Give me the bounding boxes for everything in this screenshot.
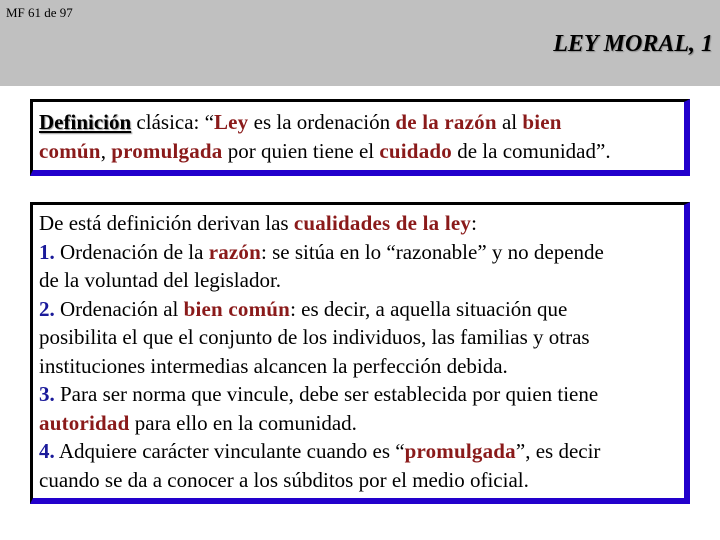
keyword-promulgada-2: promulgada [404, 439, 516, 463]
keyword-cuidado: cuidado [379, 138, 452, 163]
definition-text: , [100, 138, 112, 163]
quality-2-line-1 [39, 295, 678, 324]
keyword-autoridad: autoridad [39, 410, 130, 435]
quality-2-line-3: instituciones intermedias alcancen la perfección debida. [39, 353, 508, 378]
intro-text: : [471, 211, 477, 235]
quality-1-line-2: de la voluntad del legislador. [39, 268, 282, 292]
definition-line-2 [39, 137, 678, 166]
quality-2-line-2: posibilita el que el conjunto de los individuos, las familias y otras [39, 325, 590, 349]
quality-4-line-1 [39, 437, 678, 466]
slide-title: LEY MORAL, 1 [553, 31, 713, 57]
definition-term: Definición [39, 110, 132, 134]
keyword-ley: Ley [213, 110, 249, 134]
quality-text: Para ser norma que vincule, debe ser establecida por quien tiene [54, 382, 599, 406]
definition-text: clásica: “ [131, 110, 214, 134]
quality-text: : se sitúa en lo “razonable” y no depende [261, 239, 604, 264]
keyword-cualidades: cualidades de la ley [293, 211, 472, 235]
keyword-bien: bien [522, 110, 562, 134]
quality-text: Ordenación al [54, 296, 184, 321]
keyword-promulgada: promulgada [111, 138, 223, 163]
keyword-comun: común [39, 138, 101, 163]
quality-3-line-1 [39, 380, 678, 409]
quality-4-line-2: cuando se da a conocer a los súbditos por el medio oficial. [39, 467, 529, 492]
list-number: 2. [39, 296, 55, 321]
intro-text: De está definición derivan las [39, 211, 294, 235]
list-number: 4. [39, 439, 55, 463]
quality-text: Ordenación de la [54, 239, 209, 264]
quality-text: para ello en la comunidad. [129, 410, 357, 435]
keyword-de-la-razon: de la razón [395, 110, 497, 134]
quality-text: ”, es decir [515, 439, 601, 463]
quality-1-line-1 [39, 238, 678, 267]
definition-line-1 [39, 108, 678, 137]
definition-text: es la ordenación [248, 110, 396, 134]
keyword-bien-comun: bien común [183, 296, 291, 321]
definition-text: de la comunidad”. [451, 138, 611, 163]
list-number: 1. [39, 239, 55, 264]
definition-text: al [496, 110, 523, 134]
slide-counter: MF 61 de 97 [6, 5, 73, 20]
qualities-intro [39, 209, 678, 238]
quality-3-line-2 [39, 409, 678, 438]
definition-text: por quien tiene el [222, 138, 380, 163]
list-number: 3. [39, 382, 55, 406]
qualities-box [30, 202, 690, 504]
quality-text: : es decir, a aquella situación que [290, 296, 568, 321]
quality-text: Adquiere carácter vinculante cuando es “ [54, 439, 405, 463]
definition-box [30, 99, 690, 176]
slide-header [0, 0, 720, 86]
keyword-razon: razón [208, 239, 262, 264]
